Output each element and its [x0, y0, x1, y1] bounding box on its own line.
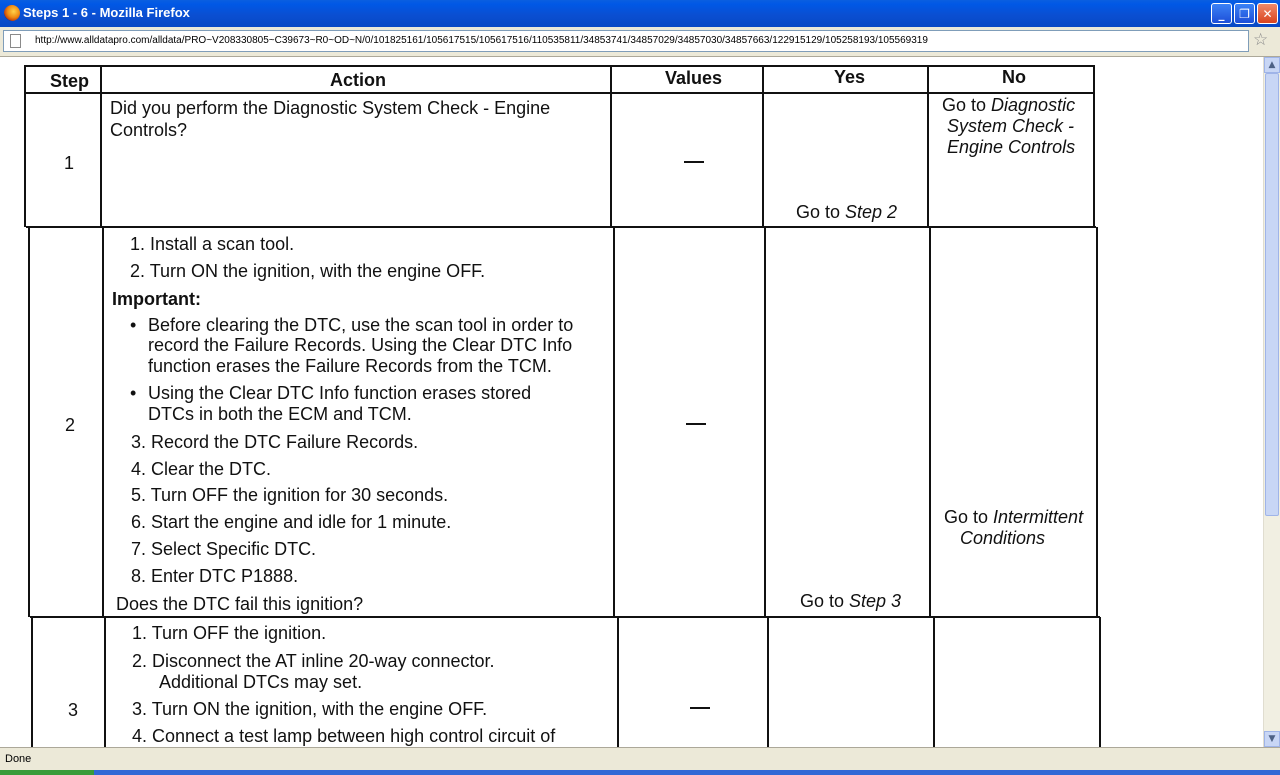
action-step: Additional DTCs may set. — [159, 672, 363, 692]
bullet-icon: • — [130, 315, 137, 335]
bullet-icon: • — [130, 383, 137, 403]
action-step: 3. Record the DTC Failure Records. — [131, 432, 419, 452]
step-number: 2 — [65, 415, 76, 435]
diagnostic-steps-table — [0, 57, 1263, 747]
action-step: 8. Enter DTC P1888. — [131, 566, 299, 586]
no-goto-target[interactable]: System Check - — [947, 116, 1075, 136]
important-label: Important: — [112, 289, 201, 309]
scroll-up-icon[interactable]: ▲ — [1264, 57, 1280, 73]
action-step: 2. Turn ON the ignition, with the engine OFF. — [130, 261, 486, 281]
action-line: Did you perform the Diagnostic System Check - Engine — [110, 98, 551, 118]
minimize-button[interactable]: _ — [1211, 3, 1232, 24]
yes-cell — [796, 202, 897, 223]
action-step: 5. Turn OFF the ignition for 30 seconds. — [131, 485, 449, 505]
yes-goto-label: Go to — [796, 202, 846, 222]
bullet-text: Using the Clear DTC Info function erases stored — [148, 383, 532, 403]
page-icon — [10, 34, 21, 48]
header-yes: Yes — [834, 67, 866, 87]
vertical-scrollbar[interactable] — [1263, 57, 1280, 747]
value-dash — [686, 423, 706, 425]
action-step: 3. Turn ON the ignition, with the engine OFF. — [132, 699, 488, 719]
no-goto-target[interactable]: Conditions — [960, 528, 1046, 548]
no-goto-target[interactable]: Diagnostic — [991, 95, 1076, 115]
start-button-strip[interactable] — [0, 770, 94, 775]
status-bar — [0, 747, 1280, 774]
step-number: 1 — [64, 153, 75, 173]
action-step: 6. Start the engine and idle for 1 minute. — [131, 512, 452, 532]
bullet-text: Before clearing the DTC, use the scan tool in order to — [148, 315, 574, 335]
action-step: 7. Select Specific DTC. — [131, 539, 317, 559]
header-values: Values — [665, 68, 723, 88]
header-step: Step — [50, 71, 90, 91]
bullet-text: record the Failure Records. Using the Clear DTC Info — [148, 335, 573, 355]
action-line: Controls? — [110, 120, 188, 140]
action-step: 4. Clear the DTC. — [131, 459, 272, 479]
value-dash — [690, 707, 710, 709]
header-action: Action — [330, 70, 386, 90]
window-title: Steps 1 - 6 - Mozilla Firefox — [23, 5, 190, 20]
bookmark-star-icon[interactable]: ☆ — [1253, 30, 1269, 50]
bullet-text: DTCs in both the ECM and TCM. — [148, 404, 412, 424]
action-step: 4. Connect a test lamp between high control circuit of — [132, 726, 556, 746]
scroll-thumb[interactable] — [1265, 73, 1279, 516]
close-button[interactable]: ✕ — [1257, 3, 1278, 24]
firefox-icon — [4, 5, 20, 21]
yes-cell — [800, 591, 901, 612]
bullet-text: function erases the Failure Records from the TCM. — [148, 356, 552, 376]
maximize-button[interactable]: ❐ — [1234, 3, 1255, 24]
url-text[interactable]: http://www.alldatapro.com/alldata/PRO~V208330805~C39673~R0~OD~N/0/101825161/105617515/105617516/110535811/34853741/34857029/34857030/34857663/122915129/105258193/105569319 — [35, 35, 928, 46]
no-goto-label: Go to — [942, 95, 992, 115]
yes-goto-target[interactable]: Step 2 — [845, 202, 898, 222]
no-cell — [944, 507, 1083, 528]
url-field[interactable] — [3, 30, 1249, 52]
no-goto-target[interactable]: Intermittent — [993, 507, 1084, 527]
no-goto-label: Go to — [944, 507, 994, 527]
no-goto-target[interactable]: Engine Controls — [947, 137, 1076, 157]
question-text: Does the DTC fail this ignition? — [116, 594, 364, 614]
yes-goto-label: Go to — [800, 591, 850, 611]
action-step: 2. Disconnect the AT inline 20-way connector. — [132, 651, 495, 671]
page-content — [0, 57, 1263, 747]
no-cell — [942, 95, 1075, 116]
yes-goto-target[interactable]: Step 3 — [849, 591, 902, 611]
address-bar — [0, 27, 1280, 57]
status-text: Done — [5, 753, 32, 765]
step-number: 3 — [68, 700, 79, 720]
taskbar-strip — [0, 770, 1280, 775]
window-title-bar — [0, 0, 1280, 27]
action-step: 1. Install a scan tool. — [130, 234, 295, 254]
header-no: No — [1002, 67, 1026, 87]
scroll-down-icon[interactable]: ▼ — [1264, 731, 1280, 747]
value-dash — [684, 161, 704, 163]
action-step: 1. Turn OFF the ignition. — [132, 623, 327, 643]
